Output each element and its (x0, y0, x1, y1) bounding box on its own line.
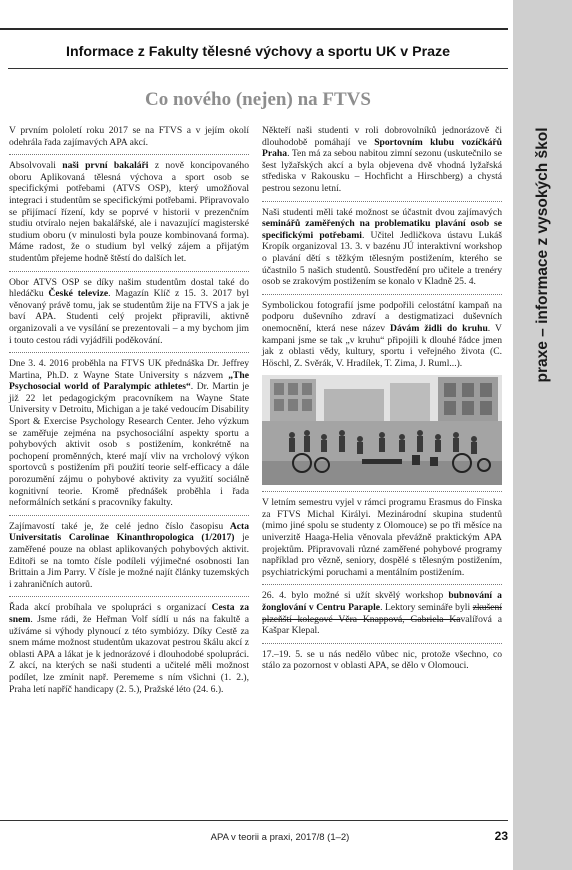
separator (262, 491, 502, 492)
paragraph: V letním semestru vyjel v rámci programu Erasmus do Finska za FTVS Michal Királyi. Mezinárodní skupina studentů (mimo jiné spolu se studenty z Olomouce) se po tři měsíce na univerzitě Haaga-Helia věnovala převážně praktickým APA projektům. Připravovali různé zaměřené pohybové programy například pro vězně, seniory, dospělé s tělesným postižením, psychiatrickými poruchami a mentálním postižením. (262, 497, 502, 578)
separator (9, 154, 249, 155)
section-header: Informace z Fakulty tělesné výchovy a sportu UK v Praze (66, 44, 450, 60)
separator (262, 294, 502, 295)
paragraph: Zajímavostí také je, že celé jedno číslo časopisu Acta Universitatis Carolinae Kinanthropologica (1/2017) je zaměřené pouze na oblast aplikovaných pohybových aktivit. Editoři se na tomto čísle podíleli výjimečné osobnosti Ian Brittain a Jim Parry. V čísle je možné najít články tuzemských i zahraničních autorů. (9, 520, 249, 590)
paragraph: Absolvovali naši první bakaláři z nově koncipovaného oboru Aplikovaná tělesná výchova a sport osob se specifickými potřebami (ATVS OSP), který umožňoval integraci i studentům se specifickými potřebami. Připravovalo se přijímací řízení, kdy se poprvé v historii v prezenčním studiu otvíralo nejen bakalářské, ale i navazující magisterské studium oboru (v minulosti byla pouze kombinovaná forma). Máme radost, že o studium byl velký zájem a přijatým studentům přejeme hodně štěstí do dalších let. (9, 160, 249, 264)
paragraph: Naši studenti měli také možnost se účastnit dvou zajímavých seminářů zaměřených na problematiku plavání osob se specifickými potřebami. Učitel Jedličkova ústavu Lukáš Kropík organizoval 13. 3. v bazénu JÚ interaktivní workshop o plavání dětí s těžkým tělesným postižením, kterého se účastnilo 5 našich studentů. Soustředění pro učitele a trenéry osob se zrakovým postižením se konalo v Kladně 25. 4. (262, 206, 502, 288)
paragraph: Někteří naši studenti v roli dobrovolníků jednorázově či dlouhodobě pomáhají ve Sportovním klubu vozíčkářů Praha. Ten má za sebou nabitou zimní sezonu (uskutečnilo se šest lyžařských akcí a byla objevena dvě vhodná lyžařská střediska v Rakousku – Hochficht a Hirschberg) a chystá pestrou sezonu letní. (262, 125, 502, 194)
separator (262, 201, 502, 202)
paragraph: 17.–19. 5. se u nás nedělo vůbec nic, protože všechno, co stálo za pozornost v oblasti APA, se dělo v Olomouci. (262, 648, 502, 672)
header-rule (8, 68, 508, 69)
separator (9, 515, 249, 516)
paragraph: Řada akcí probíhala ve spolupráci s organizací Cesta za snem. Jsme rádi, že Heřman Volf sídlí u nás na fakultě a užíváme si výhody plynoucí z této symbiózy. Díky Cestě za snem máme možnost studentům ukazovat pestrou škálu akcí z oblasti APA a lákat je k jednorázové i dlouhodobé spolupráci. Z akcí, na kterých se naši studenti a učitelé měli možnost podílet, lze zmínit např. Perememe s ním všichni (1. 2.), Praha letí napříč handicapy (2. 5.), Pražské léto (24. 6.). (9, 602, 249, 695)
paragraph: Obor ATVS OSP se díky našim studentům dostal také do hledáčku České televize. Magazín Klíč z 15. 3. 2017 byl věnovaný právě tomu, jak se studentům žije na FTVS a jak je baví APA. Studenti celý projekt připravili, aktivně organizovali a ve vysílání se prezentovali – a my bychom jim i touto cestou rádi vyjádřili poděkování. (9, 276, 249, 346)
top-rule (0, 28, 508, 30)
separator (9, 271, 249, 272)
side-strip (513, 0, 572, 870)
paragraph: V prvním pololetí roku 2017 se na FTVS a v jejím okolí odehrála řada zajímavých APA akcí. (9, 125, 249, 148)
campaign-photo (262, 375, 502, 485)
footer-rule (0, 820, 508, 821)
side-label: praxe – informace z vysokých škol (534, 127, 551, 383)
paragraph: Symbolickou fotografií jsme podpořili celostátní kampaň na podporu duševního zdraví a destigmatizaci duševních onemocnění, která nese název Dávám židli do kruhu. V kampani jsme se tak „v kruhu“ připojili k dlouhé řádce jmen jak z oblasti vědy, kultury, sportu i veřejného života (C. Höschl, Z. Svěrák, V. Hradílek, T. Zima, J. Ruml...). (262, 299, 502, 369)
separator (9, 352, 249, 353)
journal-footer: APA v teorii a praxi, 2017/8 (1–2) (210, 832, 350, 843)
separator (262, 643, 502, 644)
paragraph: 26. 4. bylo možné si užít skvělý workshop bubnování a žonglování v Centru Paraple. Lektory semináře byli zkušení plzeňští kolegové Věra Knappová, Gabriela Kavalířová a Kašpar Klepal. (262, 590, 502, 637)
left-column (9, 125, 249, 695)
paragraph: Dne 3. 4. 2016 proběhla na FTVS UK přednáška Dr. Jeffrey Martina, Ph.D. z Wayne State University s názvem „The Psychosocial world of Paralympic athletes“. Dr. Martin je již 22 let pedagogickým pracovníkem na Wayne State University v Detroitu, Michigan a je také vedoucím Disability Sport & Exercise Psychology Research Center. Jeho výzkum se zaměřuje zejména na psychosociální aspekty sportu a pohybových aktivit osob s postižením, konkrétně na pochopení proměnných, které mají vliv na vrcholový výkon sportovců s postižením při použití teorie self-efficacy a dále porozumění zájmu o pohybové aktivity za využití sociálně kognitivní teorie. Kromě přednášek proběhla i řada neformálních setkání s pracovníky fakulty. (9, 358, 249, 509)
right-column (262, 125, 502, 672)
page-number: 23 (494, 829, 508, 843)
photo-illustration (262, 375, 502, 485)
separator (262, 584, 502, 585)
article-title: Co nového (nejen) na FTVS (145, 89, 371, 110)
separator (9, 596, 249, 597)
